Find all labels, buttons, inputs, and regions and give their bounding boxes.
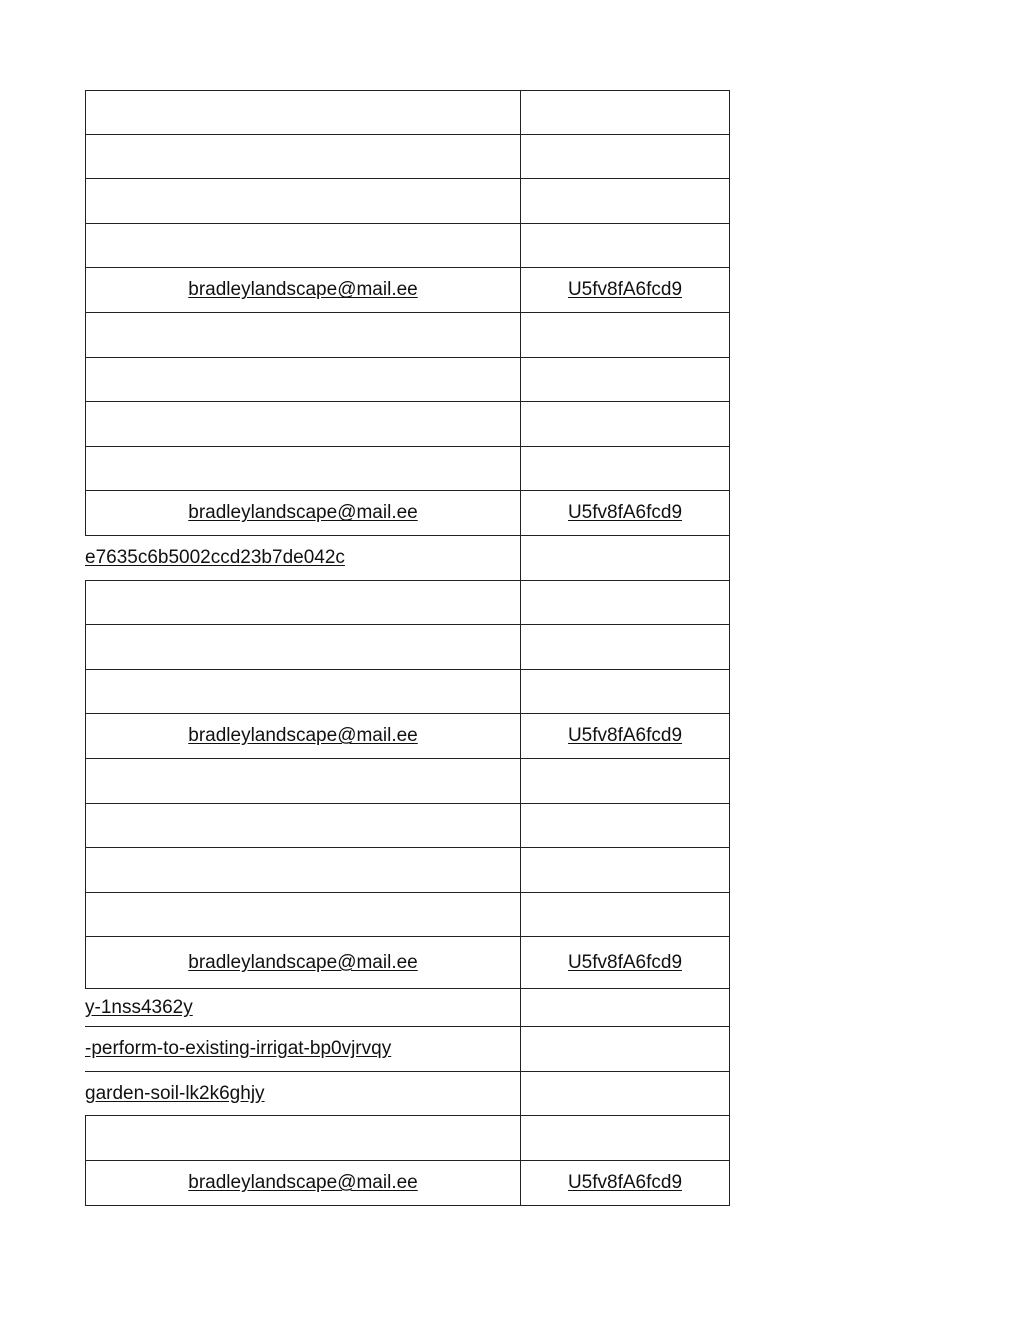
code-cell[interactable] bbox=[521, 179, 730, 223]
code-cell[interactable] bbox=[521, 491, 730, 535]
email-link[interactable]: bradleylandscape@mail.ee bbox=[188, 1171, 418, 1193]
email-cell[interactable] bbox=[85, 402, 521, 446]
email-link[interactable]: bradleylandscape@mail.ee bbox=[188, 502, 418, 524]
email-cell[interactable] bbox=[85, 804, 521, 848]
email-cell[interactable] bbox=[85, 313, 521, 357]
code-cell[interactable] bbox=[521, 848, 730, 892]
code-cell[interactable] bbox=[521, 581, 730, 625]
table-row bbox=[85, 937, 730, 989]
email-cell[interactable] bbox=[85, 1161, 521, 1205]
email-cell[interactable] bbox=[85, 224, 521, 268]
code-cell[interactable] bbox=[521, 1027, 730, 1071]
table-row bbox=[85, 135, 730, 180]
code-cell[interactable] bbox=[521, 268, 730, 312]
code-cell[interactable] bbox=[521, 625, 730, 669]
table-row bbox=[85, 268, 730, 313]
email-cell[interactable] bbox=[85, 179, 521, 223]
email-link[interactable]: bradleylandscape@mail.ee bbox=[188, 951, 418, 973]
email-cell[interactable] bbox=[85, 91, 521, 134]
code-cell[interactable] bbox=[521, 714, 730, 758]
table-row bbox=[85, 670, 730, 715]
email-link[interactable]: bradleylandscape@mail.ee bbox=[188, 725, 418, 747]
table-row bbox=[85, 536, 730, 581]
code-link[interactable]: U5fv8fA6fcd9 bbox=[567, 951, 683, 973]
email-cell[interactable] bbox=[85, 625, 521, 669]
code-link[interactable]: U5fv8fA6fcd9 bbox=[567, 725, 683, 747]
table-row bbox=[85, 848, 730, 893]
code-cell[interactable] bbox=[521, 1161, 730, 1205]
code-cell[interactable] bbox=[521, 135, 730, 179]
email-cell[interactable] bbox=[85, 491, 521, 535]
code-link[interactable]: U5fv8fA6fcd9 bbox=[567, 279, 683, 301]
code-cell[interactable] bbox=[521, 893, 730, 937]
table-row bbox=[85, 1161, 730, 1206]
table-row bbox=[85, 893, 730, 938]
overflow-link[interactable]: -perform-to-existing-irrigat-bp0vjrvqy bbox=[85, 1038, 392, 1060]
table-row bbox=[85, 759, 730, 804]
table-row bbox=[85, 447, 730, 492]
table-row bbox=[85, 625, 730, 670]
email-cell[interactable] bbox=[85, 268, 521, 312]
email-cell[interactable] bbox=[85, 581, 521, 625]
table-row bbox=[85, 179, 730, 224]
spreadsheet-table bbox=[85, 90, 730, 1206]
email-cell[interactable] bbox=[85, 714, 521, 758]
table-row bbox=[85, 581, 730, 626]
email-cell[interactable] bbox=[85, 937, 521, 988]
code-cell[interactable] bbox=[521, 313, 730, 357]
email-cell[interactable] bbox=[85, 135, 521, 179]
code-cell[interactable] bbox=[521, 670, 730, 714]
table-row bbox=[85, 224, 730, 269]
table-row bbox=[85, 90, 730, 135]
code-cell[interactable] bbox=[521, 536, 730, 580]
email-cell[interactable] bbox=[85, 848, 521, 892]
table-row bbox=[85, 491, 730, 536]
table-row bbox=[85, 1072, 730, 1117]
email-cell[interactable] bbox=[85, 447, 521, 491]
email-link[interactable]: bradleylandscape@mail.ee bbox=[188, 279, 418, 301]
overflow-cell[interactable] bbox=[85, 1072, 521, 1116]
code-cell[interactable] bbox=[521, 989, 730, 1026]
table-row bbox=[85, 1027, 730, 1072]
email-cell[interactable] bbox=[85, 1116, 521, 1160]
table-row bbox=[85, 358, 730, 403]
table-row bbox=[85, 989, 730, 1027]
email-cell[interactable] bbox=[85, 670, 521, 714]
table-row bbox=[85, 313, 730, 358]
code-link[interactable]: U5fv8fA6fcd9 bbox=[567, 1171, 683, 1193]
code-cell[interactable] bbox=[521, 91, 730, 134]
code-cell[interactable] bbox=[521, 937, 730, 988]
overflow-cell[interactable] bbox=[85, 536, 521, 580]
code-cell[interactable] bbox=[521, 759, 730, 803]
code-cell[interactable] bbox=[521, 804, 730, 848]
email-cell[interactable] bbox=[85, 358, 521, 402]
overflow-cell[interactable] bbox=[85, 1027, 521, 1071]
overflow-link[interactable]: e7635c6b5002ccd23b7de042c bbox=[85, 546, 345, 568]
overflow-link[interactable]: garden-soil-lk2k6ghjy bbox=[85, 1082, 265, 1104]
table-row bbox=[85, 1116, 730, 1161]
email-cell[interactable] bbox=[85, 893, 521, 937]
code-cell[interactable] bbox=[521, 402, 730, 446]
code-cell[interactable] bbox=[521, 447, 730, 491]
table-row bbox=[85, 402, 730, 447]
code-cell[interactable] bbox=[521, 358, 730, 402]
overflow-link[interactable]: y-1nss4362y bbox=[85, 996, 193, 1018]
code-cell[interactable] bbox=[521, 1072, 730, 1116]
code-cell[interactable] bbox=[521, 1116, 730, 1160]
overflow-cell[interactable] bbox=[85, 989, 521, 1026]
table-row bbox=[85, 804, 730, 849]
code-link[interactable]: U5fv8fA6fcd9 bbox=[567, 502, 683, 524]
code-cell[interactable] bbox=[521, 224, 730, 268]
email-cell[interactable] bbox=[85, 759, 521, 803]
table-row bbox=[85, 714, 730, 759]
